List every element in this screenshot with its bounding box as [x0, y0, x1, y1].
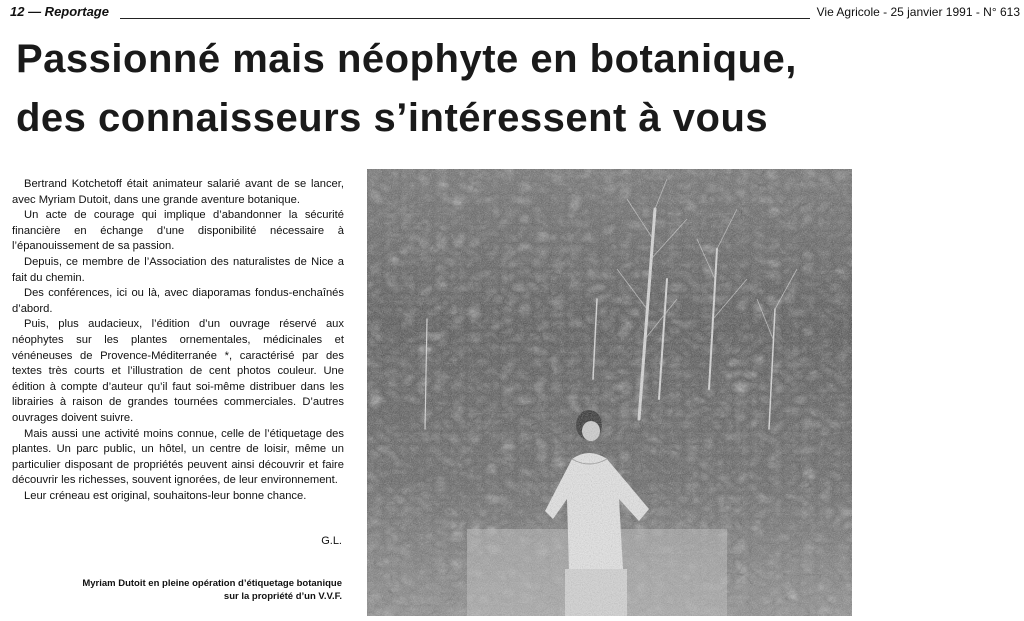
caption-line-2: sur la propriété d’un V.V.F. — [223, 591, 342, 602]
article-headline — [16, 30, 876, 148]
paragraph: Mais aussi une activité moins connue, celle de l’étiquetage des plantes. Un parc public, un hôtel, un centre de loisir, même un particulier disposant de propriétés peuvent ainsi découvrir et faire découvrir les richesses, souvent ignorées, de leur environnement. — [12, 427, 344, 487]
paragraph: Leur créneau est original, souhaitons-leur bonne chance. — [24, 489, 307, 502]
caption-line-1: Myriam Dutoit en pleine opération d’étiquetage botanique — [82, 578, 342, 589]
headline-line-1: Passionné mais néophyte en botanique, — [16, 37, 797, 81]
paragraph: Un acte de courage qui implique d’abandonner la sécurité financière en échange d’une disponibilité nécessaire à l’épanouissement de sa passion. — [12, 209, 344, 253]
paragraph: Bertrand Kotchetoff était animateur salarié avant de se lancer, avec Myriam Dutoit, dans une grande aventure botanique. — [12, 178, 344, 206]
paragraph: Puis, plus audacieux, l’édition d’un ouvrage réservé aux néophytes sur les plantes ornementales, médicinales et vénéneuses de Provence-Méditerranée *, caractérisé par des textes très courts et l’illustration de cent photos couleur. Une édition à compte d’auteur qu’il faut soi-même distribuer dans les librairies à raison de grandes tournées commerciales. D’autres ouvrages doivent suivre. — [12, 318, 344, 424]
photo-caption — [40, 577, 342, 603]
headline-line-2: des connaisseurs s’intéressent à vous — [16, 96, 769, 140]
section-label: 12 — Reportage — [10, 4, 109, 19]
article-body — [12, 177, 344, 504]
article-photo — [367, 169, 852, 616]
paragraph: Depuis, ce membre de l’Association des naturalistes de Nice a fait du chemin. — [12, 255, 344, 284]
photo-grain — [367, 169, 852, 616]
author-signature: G.L. — [321, 535, 342, 547]
page-header — [10, 4, 1020, 22]
publication-info: Vie Agricole - 25 janvier 1991 - N° 613 — [816, 5, 1020, 19]
header-rule — [120, 18, 810, 19]
paragraph: Des conférences, ici ou là, avec diaporamas fondus-enchaînés d’abord. — [12, 287, 344, 315]
